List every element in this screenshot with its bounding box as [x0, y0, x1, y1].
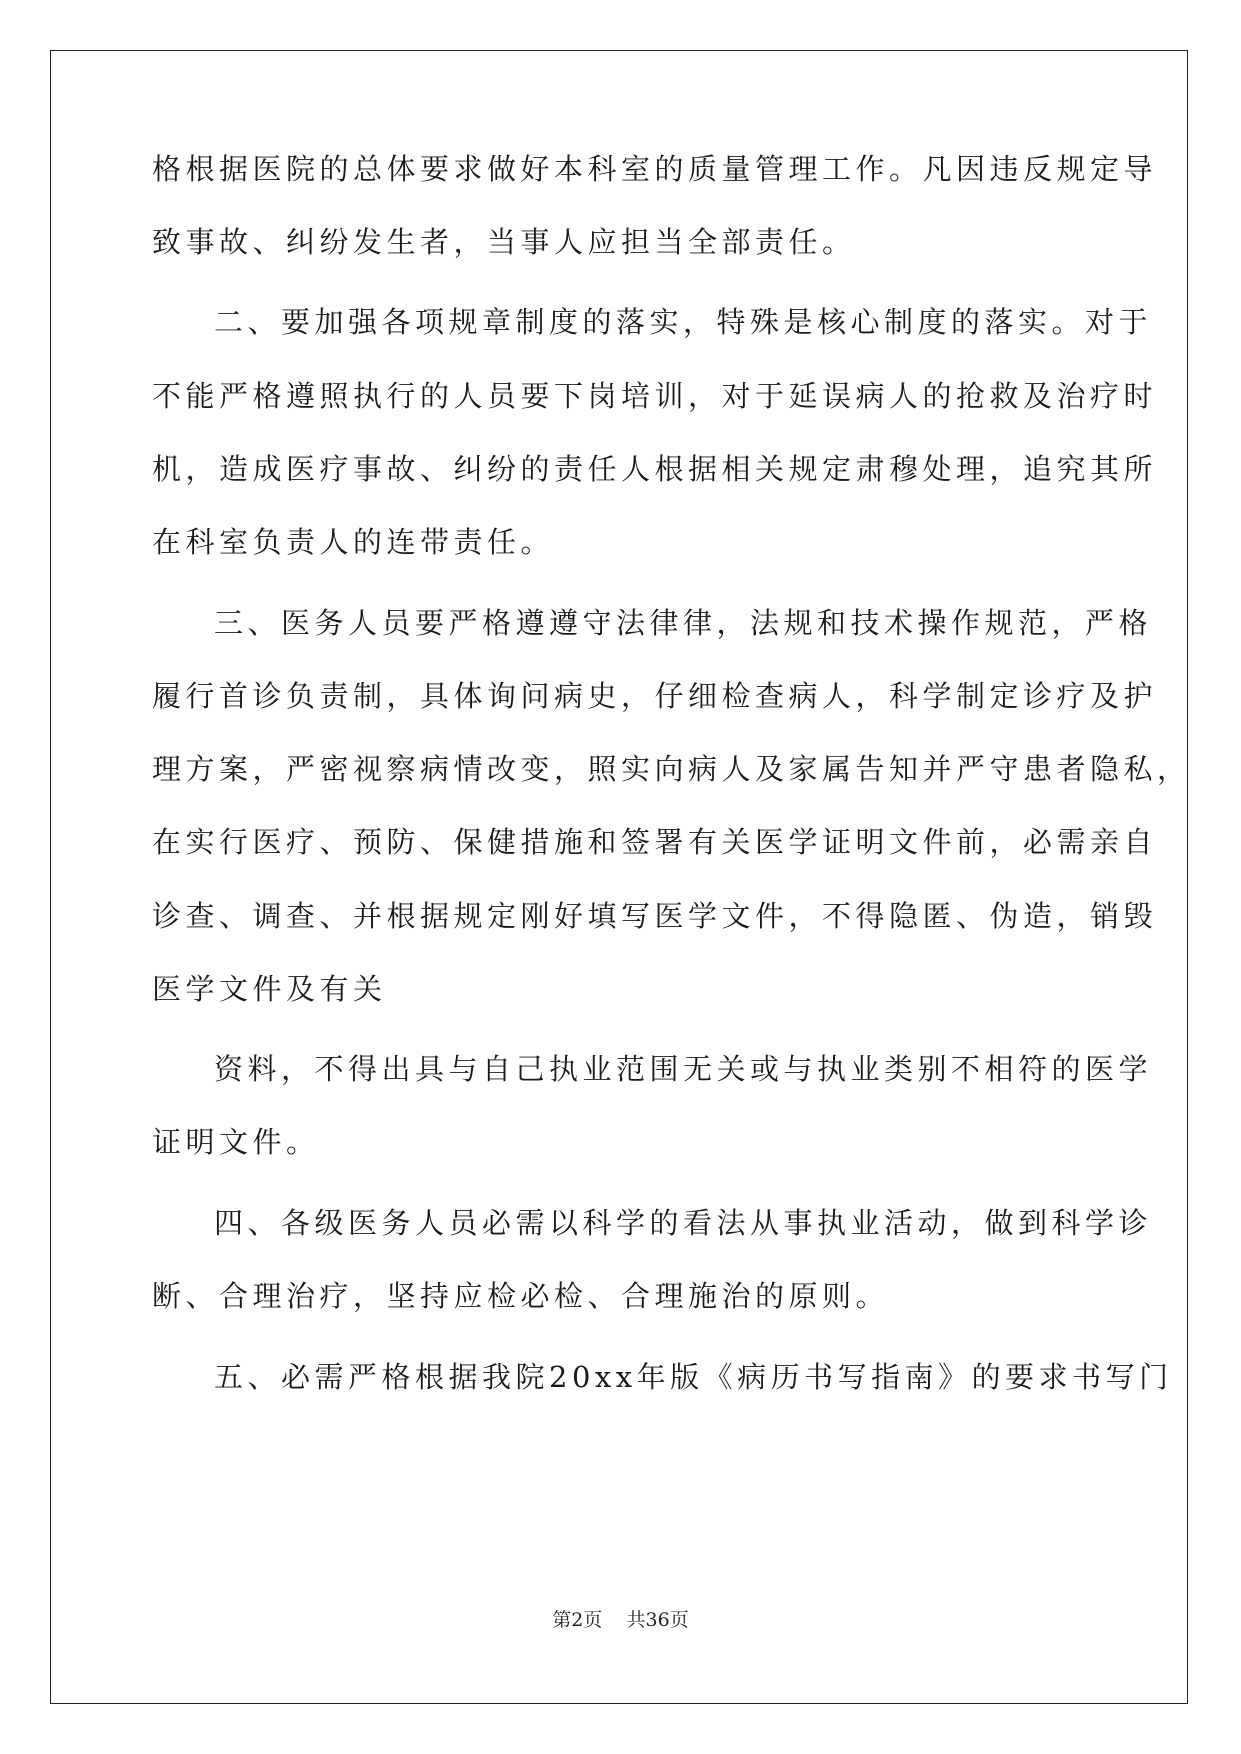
text-line-14: 证明文件。: [152, 1125, 320, 1159]
text-line-10: 在实行医疗、预防、保健措施和签署有关医学证明文件前，必需亲自: [152, 825, 1158, 859]
page-footer: [0, 1605, 1241, 1632]
text-line-11: 诊查、调查、并根据规定刚好填写医学文件，不得隐匿、伪造，销毁: [152, 899, 1158, 933]
paragraph-5-line-1: 四、各级医务人员必需以科学的看法从事执业活动，做到科学诊: [214, 1206, 1153, 1240]
paragraph-2-line-1: 二、要加强各项规章制度的落实，特殊是核心制度的落实。对于: [214, 305, 1153, 339]
text-line-12: 医学文件及有关: [152, 972, 387, 1006]
page-number: 第2页: [552, 1609, 603, 1631]
text-line-2: 致事故、纠纷发生者，当事人应担当全部责任。: [152, 225, 856, 259]
text-line-5: 机，造成医疗事故、纠纷的责任人根据相关规定肃穆处理，追究其所: [152, 452, 1158, 486]
text-line-4: 不能严格遵照执行的人员要下岗培训，对于延误病人的抢救及治疗时: [152, 379, 1158, 413]
paragraph-6-line-1: 五、必需严格根据我院20xx年版《病历书写指南》的要求书写门: [214, 1360, 1173, 1394]
paragraph-3-line-1: 三、医务人员要严格遵遵守法律律，法规和技术操作规范，严格: [214, 606, 1153, 640]
text-line-6: 在科室负责人的连带责任。: [152, 525, 555, 559]
page-total: 共36页: [626, 1609, 689, 1631]
text-line-1: 格根据医院的总体要求做好本科室的质量管理工作。凡因违反规定导: [152, 152, 1158, 186]
text-line-9: 理方案，严密视察病情改变，照实向病人及家属告知并严守患者隐私，: [152, 752, 1191, 786]
text-line-16: 断、合理治疗，坚持应检必检、合理施治的原则。: [152, 1279, 890, 1313]
paragraph-4-line-1: 资料，不得出具与自己执业范围无关或与执业类别不相符的医学: [214, 1052, 1153, 1086]
text-line-8: 履行首诊负责制，具体询问病史，仔细检查病人，科学制定诊疗及护: [152, 679, 1158, 713]
page-border: [50, 50, 1191, 1704]
